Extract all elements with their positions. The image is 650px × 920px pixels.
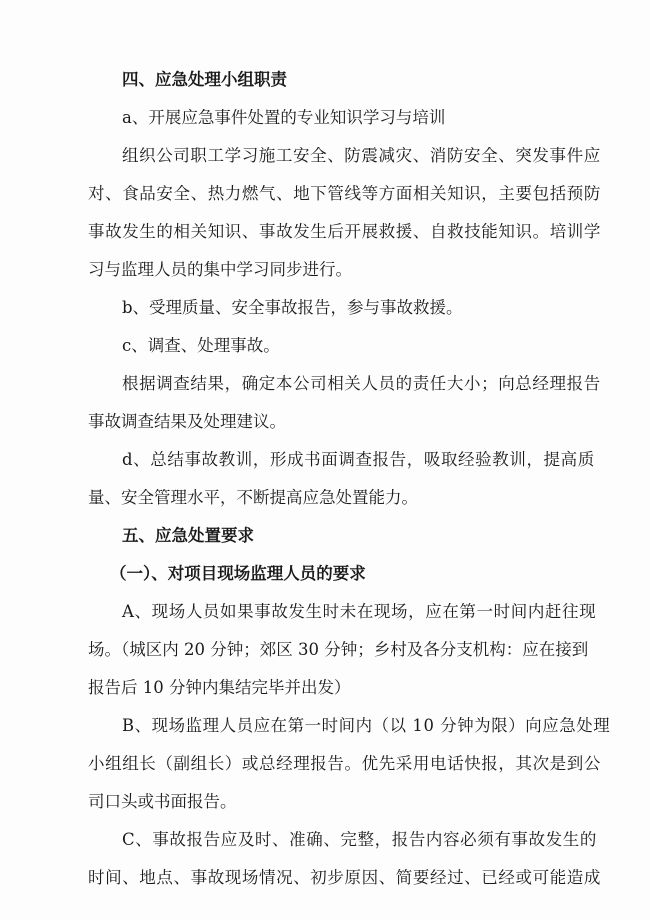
paragraph-d: d、总结事故教训，形成书面调查报告，吸取经验教训，提高质 — [122, 450, 595, 469]
paragraph-A: A、现场人员如果事故发生时未在现场，应在第一时间内赶往现 — [122, 602, 597, 621]
paragraph-line: 量、安全管理水平，不断提高应急处置能力。 — [88, 488, 418, 507]
paragraph-line: 习与监理人员的集中学习同步进行。 — [88, 260, 352, 279]
paragraph-line: 对、食品安全、热力燃气、地下管线等方面相关知识，主要包括预防 — [88, 184, 601, 203]
paragraph-line: 报告后 10 分钟内集结完毕并出发） — [88, 678, 351, 697]
paragraph-c: c、调查、处理事故。 — [122, 336, 280, 355]
paragraph-line: 组织公司职工学习施工安全、防震减灾、消防安全、突发事件应 — [122, 146, 601, 165]
subsection-heading-1: （一）、对项目现场监理人员的要求 — [110, 564, 366, 583]
paragraph-b: b、受理质量、安全事故报告，参与事故救援。 — [122, 298, 463, 317]
paragraph-line: 事故调查结果及处理建议。 — [88, 412, 286, 431]
paragraph-line: 司口头或书面报告。 — [88, 792, 237, 811]
paragraph-B: B、现场监理人员应在第一时间内（以 10 分钟为限）向应急处理 — [122, 716, 611, 735]
paragraph-C: C、事故报告应及时、准确、完整，报告内容必须有事故发生的 — [122, 830, 597, 849]
paragraph-line: 场。（城区内 20 分钟；郊区 30 分钟；乡村及各分支机构：应在接到 — [88, 640, 589, 659]
paragraph-line: 事故发生的相关知识、事故发生后开展救援、自救技能知识。培训学 — [88, 222, 601, 241]
paragraph-line: 小组组长（副组长）或总经理报告。优先采用电话快报，其次是到公 — [88, 754, 601, 773]
paragraph-a-heading: a、开展应急事件处置的专业知识学习与培训 — [122, 108, 446, 127]
section-heading-4: 四、应急处理小组职责 — [122, 70, 287, 89]
section-heading-5: 五、应急处置要求 — [122, 526, 254, 545]
paragraph-line: 根据调查结果，确定本公司相关人员的责任大小；向总经理报告 — [122, 374, 601, 393]
paragraph-line: 时间、地点、事故现场情况、初步原因、简要经过、已经或可能造成 — [88, 868, 601, 887]
